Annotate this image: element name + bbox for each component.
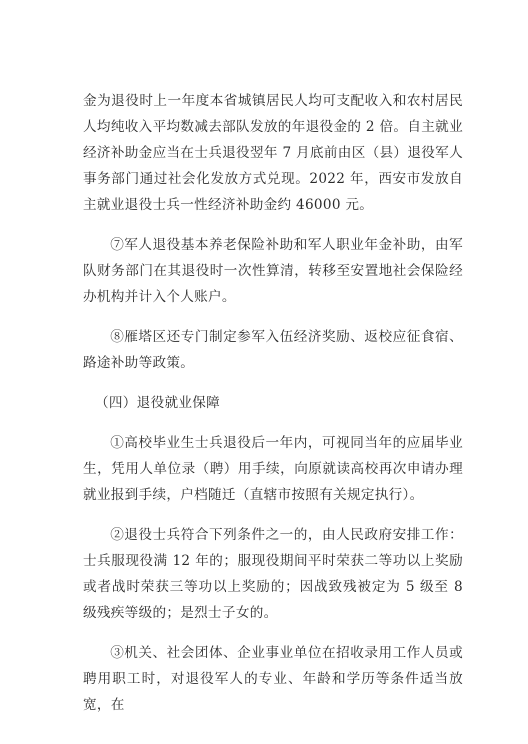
paragraph-graduate-soldiers: ①高校毕业生士兵退役后一年内，可视同当年的应届毕业生，凭用人单位录（聘）用手续，向原就读高校再次申请办理就业报到手续，户档随迁（直辖市按照有关规定执行）。 <box>83 435 463 503</box>
paragraph-pension-subsidy: ⑦军人退役基本养老保险补助和军人职业年金补助，由军队财务部门在其退役时一次性算清，转移至安置地社会保险经办机构并计入个人账户。 <box>83 237 463 305</box>
paragraph-yanta-policy: ⑧雁塔区还专门制定参军入伍经济奖励、返校应征食宿、路途补助等政策。 <box>83 329 463 371</box>
document-body <box>83 88 463 732</box>
paragraph-government-placement: ②退役士兵符合下列条件之一的，由人民政府安排工作：士兵服现役满 12 年的；服现役期间平时荣获二等功以上奖励或者战时荣获三等功以上奖励的；因战致残被定为 5 级至 8 级残疾等级的；是烈士子女的。 <box>83 527 463 621</box>
paragraph-employer-relaxation: ③机关、社会团体、企业事业单位在招收录用工作人员或聘用职工时，对退役军人的专业、年龄和学历等条件适当放宽，在 <box>83 645 463 713</box>
paragraph-continuation: 金为退役时上一年度本省城镇居民人均可支配收入和农村居民人均纯收入平均数减去部队发放的年退役金的 2 倍。自主就业经济补助金应当在士兵退役翌年 7 月底前由区（县）退役军人事务部门通过社会化发放方式兑现。2022 年，西安市发放自主就业退役士兵一性经济补助金约 46000 元。 <box>83 93 463 213</box>
section-heading: （四）退役就业保障 <box>95 395 221 411</box>
